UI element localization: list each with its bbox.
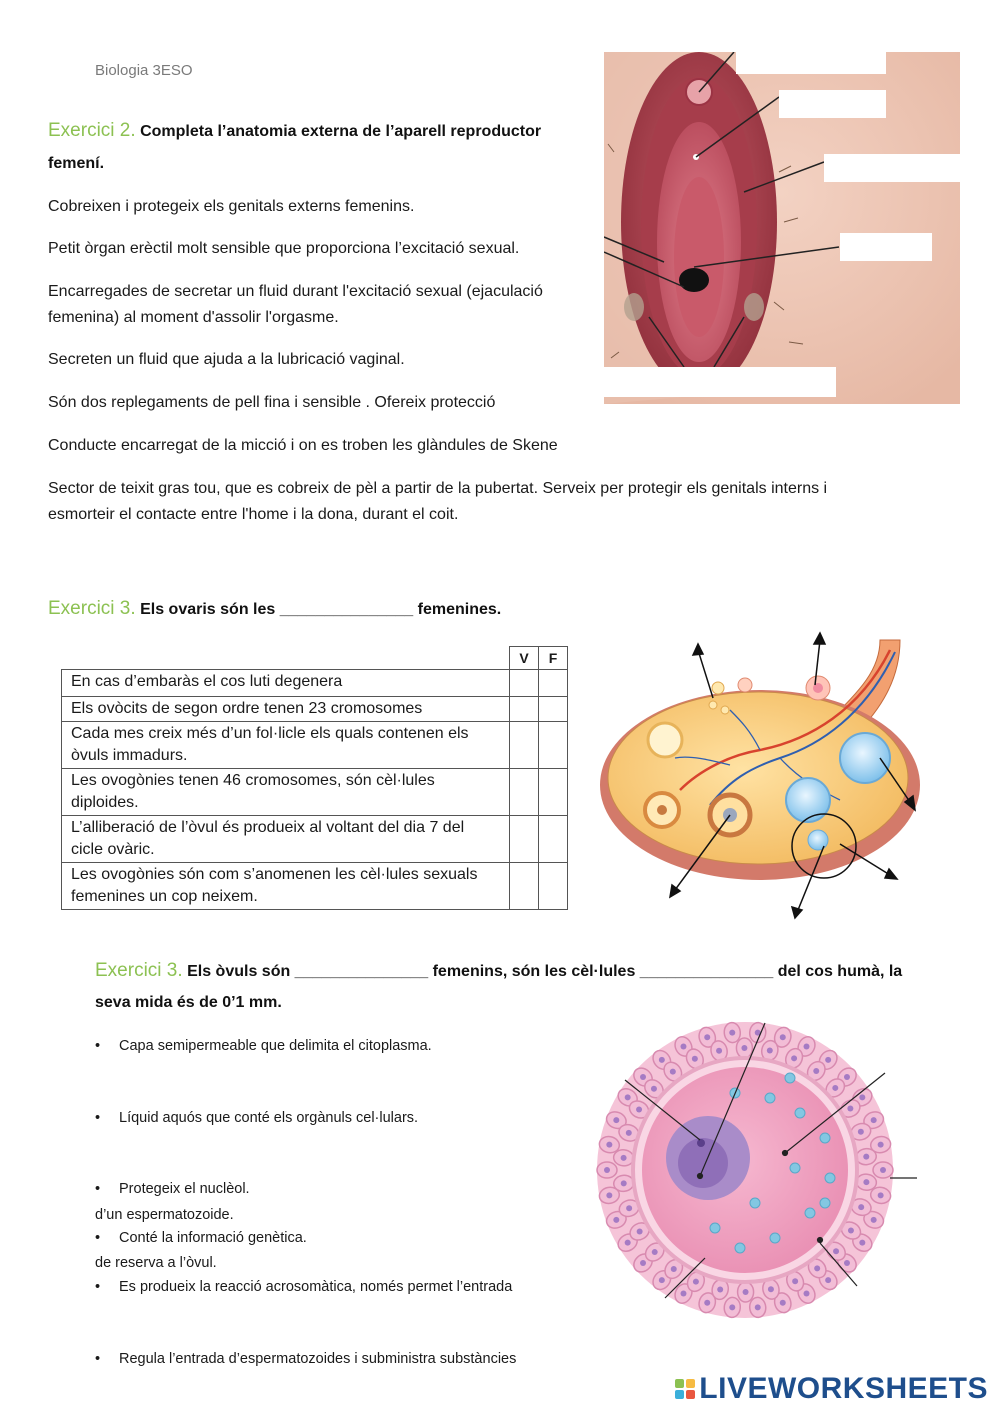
true-false-table: [61, 646, 568, 910]
table-row: [62, 769, 568, 816]
cell-nucleus: [640, 1260, 646, 1266]
exercise-3b-label: Exercici 3.: [95, 960, 183, 981]
ex3b-bullet: • Protegeix el nuclèol.: [95, 1177, 1000, 1201]
cell-nucleus: [621, 1180, 627, 1186]
table-row: [62, 816, 568, 863]
statement-cell: Les ovogònies tenen 46 cromosomes, són cèl·lules diploides.: [62, 769, 510, 816]
cell-nucleus: [626, 1205, 632, 1211]
answer-v-cell[interactable]: [510, 697, 539, 722]
ex2-line: Són dos replegaments de pell fina i sensible . Ofereix protecció: [48, 394, 496, 411]
cell-nucleus: [833, 1248, 839, 1254]
cell-nucleus: [780, 1034, 786, 1040]
cell-nucleus: [859, 1094, 865, 1100]
cell-nucleus: [606, 1192, 612, 1198]
cell-nucleus: [863, 1179, 869, 1185]
cell-nucleus: [692, 1056, 698, 1062]
cell-nucleus: [878, 1192, 884, 1198]
exercise-2-title: [48, 120, 588, 142]
ex3b-bullet: • Líquid aquós que conté els orgànuls cel·lulars.: [95, 1106, 1000, 1130]
cell-nucleus: [792, 1278, 798, 1284]
cell-nucleus: [625, 1240, 631, 1246]
cell-nucleus: [832, 1085, 838, 1091]
statement-cell: En cas d’embaràs el cos luti degenera: [62, 670, 510, 697]
answer-f-cell[interactable]: [539, 769, 568, 816]
cell-nucleus: [780, 1300, 786, 1306]
granule: [735, 1243, 745, 1253]
cell-nucleus: [858, 1204, 864, 1210]
ex3b-bullet: • Regula l’entrada d’espermatozoides i subministra substàncies: [95, 1347, 1000, 1371]
cell-nucleus: [717, 1286, 723, 1292]
ovary-illustration: [580, 630, 970, 920]
cell-nucleus: [813, 1068, 819, 1074]
table-row: [62, 697, 568, 722]
ex3b-bullet-cont: de reserva a l’òvul.: [95, 1255, 217, 1271]
cell-nucleus: [704, 1034, 710, 1040]
granule: [795, 1108, 805, 1118]
column-header-f: F: [539, 647, 568, 670]
ex3b-bullet: • Conté la informació genètica.: [95, 1226, 1000, 1250]
cell-nucleus: [640, 1074, 646, 1080]
cell-nucleus: [825, 1277, 831, 1283]
granule: [710, 1223, 720, 1233]
granule: [785, 1073, 795, 1083]
ex3b-bullet: • Es produeix la reacció acrosomàtica, només permet l’entrada: [95, 1275, 1000, 1299]
cell-nucleus: [613, 1117, 619, 1123]
ex2-line: Secreten un fluid que ajuda a la lubricació vaginal.: [48, 351, 405, 368]
cell-nucleus: [680, 1043, 686, 1049]
answer-f-cell[interactable]: [539, 722, 568, 769]
exercise-3a-heading: Els ovaris són les _______________ femenines.: [140, 601, 502, 618]
granule: [750, 1198, 760, 1208]
ex3b-bullet-cont: d’un espermatozoide.: [95, 1207, 234, 1223]
cell-nucleus: [804, 1043, 810, 1049]
cell-nucleus: [814, 1265, 820, 1271]
granule: [820, 1133, 830, 1143]
cell-nucleus: [716, 1048, 722, 1054]
cell-nucleus: [625, 1094, 631, 1100]
granule: [820, 1198, 830, 1208]
cell-nucleus: [613, 1217, 619, 1223]
cell-nucleus: [871, 1117, 877, 1123]
answer-f-cell[interactable]: [539, 670, 568, 697]
ex2-line: Sector de teixit gras tou, que es cobreix de pèl a partir de la pubertat. Serveix per protegir els genitals interns i: [48, 480, 828, 497]
logo-text: LIVEWORKSHEETS: [699, 1372, 988, 1405]
statement-cell: L’alliberació de l’òvul és produeix al voltant del dia 7 del cicle ovàric.: [62, 816, 510, 863]
page-header: Biologia 3ESO: [95, 62, 193, 79]
exercise-3a-label: Exercici 3.: [48, 598, 136, 619]
cell-nucleus: [606, 1142, 612, 1148]
cell-nucleus: [670, 1069, 676, 1075]
cell-nucleus: [825, 1057, 831, 1063]
cell-nucleus: [844, 1074, 850, 1080]
granule: [770, 1233, 780, 1243]
answer-f-cell[interactable]: [539, 863, 568, 910]
cell-nucleus: [848, 1228, 854, 1234]
answer-f-cell[interactable]: [539, 697, 568, 722]
ex2-line: esmorteir el contacte entre l'home i la dona, durant el coit.: [48, 506, 459, 523]
logo-mark-icon: [675, 1379, 695, 1399]
cell-nucleus: [858, 1129, 864, 1135]
cell-nucleus: [729, 1030, 735, 1036]
vulva-illustration: [604, 52, 960, 404]
ex2-line: Encarregades de secretar un fluid durant l'excitació sexual (ejaculació: [48, 283, 543, 300]
answer-v-cell[interactable]: [510, 670, 539, 697]
cell-nucleus: [741, 1045, 747, 1051]
granule: [765, 1093, 775, 1103]
ex2-line: Petit òrgan erèctil molt sensible que proporciona l’excitació sexual.: [48, 240, 520, 257]
exercise-2-label: Exercici 2.: [48, 120, 136, 141]
cell-nucleus: [871, 1217, 877, 1223]
cell-nucleus: [859, 1240, 865, 1246]
cell-nucleus: [651, 1086, 657, 1092]
cell-nucleus: [880, 1167, 886, 1173]
cell-nucleus: [693, 1279, 699, 1285]
cell-nucleus: [844, 1260, 850, 1266]
exercise-3b-title: [95, 960, 955, 982]
liveworksheets-logo: [675, 1372, 988, 1406]
statement-cell: Cada mes creix més d’un fol·licle els quals contenen els òvuls immadurs.: [62, 722, 510, 769]
cell-nucleus: [743, 1289, 749, 1295]
exercise-3b-heading: Els òvuls són _______________ femenins, són les cèl·lules _______________ del cos humà, la: [187, 963, 903, 980]
exercise-2-heading: Completa l’anatomia externa de l’aparell reproductor: [140, 123, 542, 140]
cell-nucleus: [878, 1142, 884, 1148]
column-header-v: V: [510, 647, 539, 670]
answer-v-cell[interactable]: [510, 769, 539, 816]
cell-nucleus: [626, 1130, 632, 1136]
statement-cell: Els ovòcits de segon ordre tenen 23 cromosomes: [62, 697, 510, 722]
answer-v-cell[interactable]: [510, 722, 539, 769]
granule: [805, 1208, 815, 1218]
cell-nucleus: [847, 1106, 853, 1112]
cell-nucleus: [652, 1249, 658, 1255]
cell-nucleus: [791, 1055, 797, 1061]
cell-nucleus: [671, 1266, 677, 1272]
ex2-line: femenina) al moment d'assolir l'orgasme.: [48, 309, 339, 326]
cell-nucleus: [755, 1304, 761, 1310]
answer-v-cell[interactable]: [510, 863, 539, 910]
cell-nucleus: [729, 1304, 735, 1310]
cell-nucleus: [604, 1167, 610, 1173]
granule: [825, 1173, 835, 1183]
cell-nucleus: [637, 1228, 643, 1234]
answer-f-cell[interactable]: [539, 816, 568, 863]
statement-cell: Les ovogònies són com s’anomenen les cèl·lules sexuals femenines un cop neixem.: [62, 863, 510, 910]
ex3b-bullet: • Capa semipermeable que delimita el citoplasma.: [95, 1034, 1000, 1058]
ex2-line: Cobreixen i protegeix els genitals externs femenins.: [48, 198, 415, 215]
table-row: [62, 670, 568, 697]
cell-nucleus: [768, 1286, 774, 1292]
exercise-3a-title: [48, 598, 501, 620]
cell-nucleus: [680, 1291, 686, 1297]
table-row: [62, 722, 568, 769]
granule: [790, 1163, 800, 1173]
cell-nucleus: [659, 1057, 665, 1063]
cell-nucleus: [863, 1154, 869, 1160]
cell-nucleus: [659, 1277, 665, 1283]
cell-nucleus: [704, 1300, 710, 1306]
cell-nucleus: [804, 1291, 810, 1297]
answer-v-cell[interactable]: [510, 816, 539, 863]
cell-nucleus: [767, 1048, 773, 1054]
exercise-2-heading-cont: femení.: [48, 155, 105, 172]
cell-nucleus: [621, 1155, 627, 1161]
cell-nucleus: [636, 1106, 642, 1112]
ex2-line: Conducte encarregat de la micció i on es troben les glàndules de Skene: [48, 437, 558, 454]
table-row: [62, 863, 568, 910]
exercise-3b-heading-cont: seva mida és de 0’1 mm.: [95, 994, 282, 1011]
ovum-illustration: [595, 1018, 920, 1328]
